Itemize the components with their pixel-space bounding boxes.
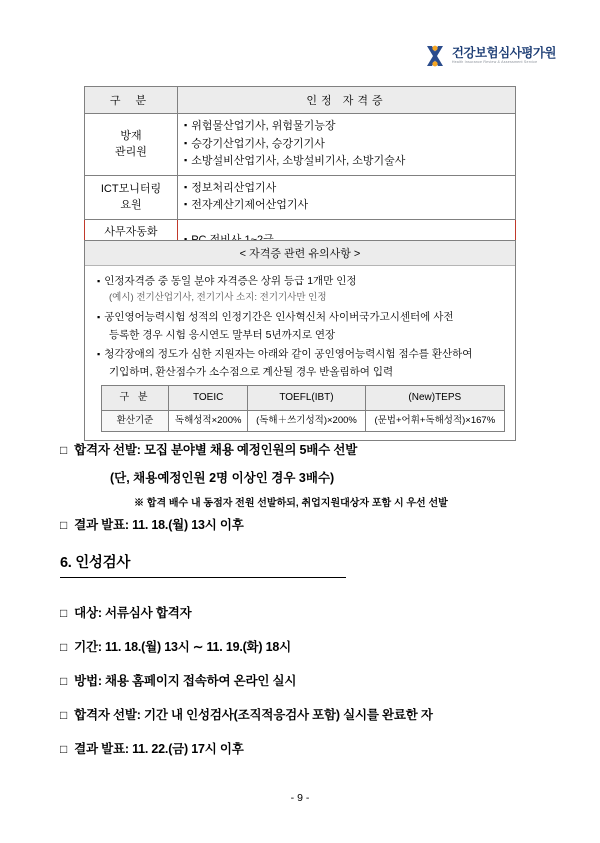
row-certificates <box>178 114 516 176</box>
result-announcement-line: □ 결과 발표: 11. 18.(월) 13시 이후 <box>60 515 244 533</box>
category-line: 관리원 <box>115 146 147 159</box>
table-row <box>85 114 516 176</box>
score-row <box>102 410 505 432</box>
score-conversion-table <box>101 385 505 432</box>
logo-subtitle: Health Insurance Review & Assessment Service <box>451 60 538 65</box>
score-header-row <box>102 386 505 411</box>
section6-item-period: □ 기간: 11. 18.(월) 13시 ∼ 11. 19.(화) 18시 <box>60 637 291 655</box>
notice-example: (예시) 전기산업기사, 전기기사 소지: 전기기사만 인정 <box>109 292 327 304</box>
category-line: ICT모니터링 <box>100 182 162 195</box>
section6-item-target: □ 대상: 서류심사 합격자 <box>60 603 191 621</box>
row-category <box>85 175 178 219</box>
selection-criteria-line: □ 합격자 선발: 모집 분야별 채용 예정인원의 5배수 선발 <box>60 440 357 458</box>
score-header-toeic: TOEIC <box>169 386 248 411</box>
organization-logo <box>424 44 556 68</box>
category-line: 사무자동화 <box>104 225 158 238</box>
certificate-item: ▪ 위험물산업기사, 위험물기능장 <box>184 118 509 136</box>
category-line: 방재 <box>120 129 142 142</box>
selection-criteria-note: ※ 합격 배수 내 동점자 전원 선발하되, 취업지원대상자 포함 시 우선 선발 <box>134 498 448 509</box>
row-category <box>85 114 178 176</box>
notice-item: ▪ 청각장애의 정도가 심한 지원자는 아래와 같이 공인영어능력시험 점수를 환산하여 <box>97 346 505 362</box>
certificate-item: ▪ 승강기산업기사, 승강기기사 <box>184 136 509 154</box>
page-footer <box>0 792 600 804</box>
section6-item-result: □ 결과 발표: 11. 22.(금) 17시 이후 <box>60 739 244 757</box>
section-heading-6 <box>60 551 346 578</box>
notice-title: < 자격증 관련 유의사항 > <box>85 241 515 266</box>
certificate-item: ▪ 소방설비산업기사, 소방설비기사, 소방기술사 <box>184 153 509 171</box>
notice-item: ▪ 공인영어능력시험 성적의 인정기간은 인사혁신처 사이버국가고시센터에 사전 <box>97 309 505 325</box>
section6-item-method: □ 방법: 채용 홈페이지 접속하여 온라인 실시 <box>60 671 296 689</box>
table-header-row <box>85 87 516 114</box>
page-number: - 9 - <box>290 792 310 804</box>
table-row <box>85 175 516 219</box>
score-header-category: 구 분 <box>102 386 169 411</box>
notice-box <box>84 240 516 441</box>
score-header-teps: (New)TEPS <box>365 386 504 411</box>
row-certificates <box>178 175 516 219</box>
score-header-toefl: TOEFL(IBT) <box>248 386 365 411</box>
certificate-item: ▪ 정보처리산업기사 <box>184 180 509 198</box>
score-cell: (독해＋쓰기성적)×200% <box>248 410 365 432</box>
notice-item: ▪ 인정자격증 중 동일 분야 자격증은 상위 등급 1개만 인정 <box>97 273 505 289</box>
qualification-table <box>84 86 516 262</box>
header-certificates: 인정 자격증 <box>178 87 516 114</box>
hira-logo-icon <box>424 44 446 68</box>
score-cell: (문법+어휘+독해성적)×167% <box>365 410 504 432</box>
category-line: 요원 <box>120 199 142 212</box>
certificate-item: ▪ 전자계산기제어산업기사 <box>184 197 509 215</box>
notice-continuation: 등록한 경우 시험 응시연도 말부터 5년까지로 연장 <box>109 329 336 342</box>
logo-title: 건강보험심사평가원 <box>451 45 556 60</box>
header-category: 구 분 <box>85 87 178 114</box>
score-cell: 환산기준 <box>102 410 169 432</box>
section-heading-text: 6. 인성검사 <box>60 555 131 571</box>
score-cell: 독해성적×200% <box>169 410 248 432</box>
selection-criteria-subline: (단, 채용예정인원 2명 이상인 경우 3배수) <box>110 471 335 485</box>
notice-body <box>85 266 515 440</box>
section6-item-selection: □ 합격자 선발: 기간 내 인성검사(조직적응검사 포함) 실시를 완료한 자 <box>60 705 433 723</box>
notice-continuation: 기입하며, 환산점수가 소수점으로 계산될 경우 반올림하여 입력 <box>109 365 394 378</box>
